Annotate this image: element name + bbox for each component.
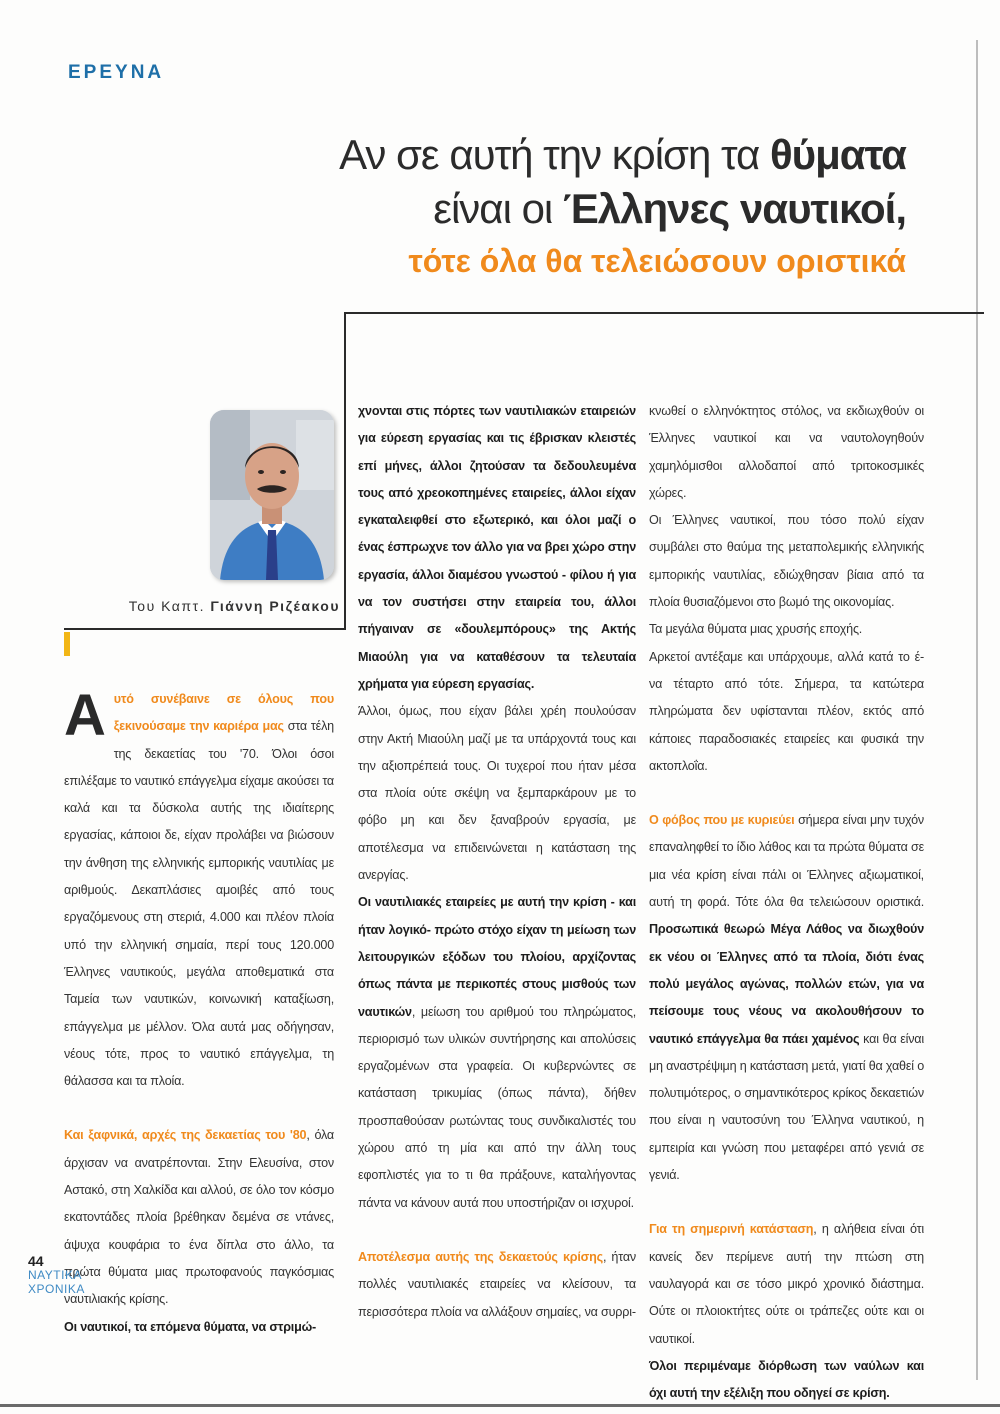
page-number: 44: [28, 1253, 44, 1269]
byline: [60, 598, 340, 614]
lead-phrase: Και ξαφνικά, αρχές της δεκαετίας του '80: [64, 1128, 307, 1143]
paragraph: [64, 683, 334, 1095]
lead-phrase: Ο φόβος που με κυριεύει: [649, 813, 795, 828]
headline: [206, 128, 906, 284]
paragraph-gap: [64, 1095, 334, 1122]
paragraph: Οι Έλληνες ναυτικοί, που τόσο πολύ είχαν συμβάλει στο θαύμα της μεταπολεμικής ελληνικής εμπορικής ναυτιλίας, εδιώχθησαν βίαια από τα πλοία θυσιαζόμενοι στο βωμό της οικονομίας.: [649, 513, 924, 610]
folio: [28, 1254, 85, 1296]
paragraph: [649, 1216, 924, 1352]
lead-phrase: Για τη σημερινή κατάσταση: [649, 1222, 814, 1237]
byline-prefix: Του Καπτ.: [128, 598, 205, 614]
paragraph-bold: Οι ναυτικοί, τα επόμενα θύματα, να στριμώ-: [64, 1319, 317, 1334]
magazine-name-line-1: ΝΑΥΤΙΚΑ: [28, 1268, 82, 1282]
paragraph: κνωθεί ο ελληνόκτητος στόλος, να εκδιωχθούν οι Έλληνες ναυτικοί και να ναυτολογηθούν χαμηλόμισθοι αλλοδαποί από τριτοκοσμικές χώρες.: [649, 404, 924, 500]
paragraph-bold: χνονται στις πόρτες των ναυτιλιακών εταιρειών για εύρεση εργασίας και τις έβρισκαν κλειστές επί μήνες, άλλοι ζητούσαν τα δεδουλευμένα τους από χρεοκοπημένες εταιρείες, άλλοι είχαν εγκαταλειφθεί στο εξωτερικό, και όλοι μαζί ο ένας έσπρωχνε τον άλλο για να βρει χώρο στην εργασία, άλλοι διαμέσου γνωστού - φίλου ή για να τον συστήσει στην εταιρεία του, άλλοι πήγαιναν σε «δουλεμπόρους» της Ακτής Μιαούλη για να καταθέσουν τα τελευταία χρήματα για εύρεση εργασίας.: [358, 404, 636, 691]
article-column-1: [64, 683, 334, 1341]
paragraph-bold-part: Οι ναυτιλιακές εταιρείες με αυτή την κρίση - και ήταν λογικό- πρώτο στόχο είχαν τη μείωση των λειτουργικών εξόδων του πλοίου, αρχίζοντας όπως πάντα με περικοπές στους μισθούς των ναυτικών: [358, 895, 636, 1019]
magazine-name-line-2: ΧΡΟΝΙΚΑ: [28, 1282, 85, 1296]
author-portrait-image: [210, 410, 334, 580]
paragraph-bold: Όλοι περιμέναμε διόρθωση των ναύλων και όχι αυτή την εξέλιξη που οδηγεί σε κρίση.: [649, 1358, 924, 1401]
headline-line-1-text: Αν σε αυτή την κρίση τα: [339, 131, 760, 178]
page-edge-right: [976, 40, 978, 1380]
headline-line-2: [206, 182, 906, 236]
lead-phrase: Αποτέλεσμα αυτής της δεκαετούς κρίσης: [358, 1249, 603, 1264]
paragraph: [358, 1244, 636, 1326]
article-column-2: [358, 398, 636, 1326]
paragraph-text: , ήταν πολλές ναυτιλιακές εταιρείες να κλείσουν, τα περισσότερα πλοία να αλλάξουν σημαίες, να συρρι-: [358, 1249, 636, 1319]
author-name: Γιάννη Ριζέακου: [210, 598, 340, 614]
paragraph-bold-part: Προσωπικά θεωρώ Μέγα Λάθος να διωχθούν εκ νέου οι Έλληνες από τα πλοία, διότι ένας πολύ μεγάλος αγώνας, πολλών ετών, για να πείσουμε τους νέους να ακολουθήσουν το ναυτικό επάγγελμα θα πάει χαμένος: [649, 922, 924, 1046]
headline-subtitle: τότε όλα θα τελειώσουν οριστικά: [408, 243, 906, 279]
paragraph-text: σήμερα είναι μην τυχόν επαναληφθεί το ίδιο λάθος και τα πρώτα θύματα σε μια νέα κρίση είναι πάλι οι Έλληνες αξιωματικοί, αυτή τη φορά. Τότε όλα θα τελειώσουν οριστικά.: [649, 813, 924, 910]
drop-cap: Α: [64, 683, 106, 748]
headline-line-1-bold: θύματα: [769, 131, 906, 178]
paragraph-text: , μείωση του αριθμού του πληρώματος, περιορισμό των υλικών συντήρησης και απολύσεις εργαζομένων στα γραφεία. Οι κυβερνώντες σε κατάσταση τρικυμίας (όπως πάντα), δήθεν προσπαθούσαν ρωτώντας τους συνδικαλιστές του χώρου από τη μία και από την άλλη τους εφοπλιστές για το τι θα πράξουνε, καταλήγοντας πάντα να κάνουν αυτά που υποστήριζαν οι ισχυροί.: [358, 1004, 636, 1210]
paragraph-text: , όλα άρχισαν να ανατρέπονται. Στην Ελευσίνα, στον Αστακό, στη Χαλκίδα και αλλού, σε όλο τον κόσμο εκατοντάδες πλοία βρέθηκαν δεμένα σε ντάνες, άψυχα κουφάρια το ένα δίπλα στο άλλο, τα πρώτα θύματα μιας πρωτοφανούς παγκόσμιας ναυτιλιακής κρίσης.: [64, 1128, 334, 1307]
headline-line-2-text: είναι οι: [433, 185, 553, 232]
paragraph: Τα μεγάλα θύματα μιας χρυσής εποχής.: [649, 622, 863, 637]
paragraph: Άλλοι, όμως, που είχαν βάλει χρέη πουλούσαν στην Ακτή Μιαούλη μαζί με τα υπάρχοντά τους και την αξιοπρέπειά τους. Οι τυχεροί που ήταν μέσα στα πλοία ούτε σκέψη να ξεμπαρκάρουν με το φόβο μη και δεν ξαναβρούν εργασία, με αποτέλεσμα να επιδεινώνεται η κατάσταση της ανεργίας.: [358, 704, 636, 883]
divider-vertical: [344, 312, 346, 630]
section-label: ΕΡΕΥΝΑ: [68, 62, 165, 83]
paragraph-text: , η αλήθεια είναι ότι κανείς δεν περίμενε αυτή την πτώση στη ναυλαγορά και σε τόσο μικρό χρονικό διάστημα. Ούτε οι πλοιοκτήτες ούτε οι τράπεζες ούτε και οι ναυτικοί.: [649, 1222, 924, 1346]
divider-byline: [64, 628, 346, 630]
paragraph: [358, 889, 636, 1217]
paragraph: [649, 807, 924, 1189]
accent-bar: [64, 632, 70, 656]
lead-phrase: υτό συνέβαινε σε όλους που ξεκινούσαμε την καριέρα μας: [113, 692, 334, 734]
paragraph-text: στα τέλη της δεκαετίας του '70. Όλοι όσοι επιλέξαμε το ναυτικό επάγγελμα είχαμε ακούσει τα καλά και τα δύσκολα αυτής της ιδιαίτερης εργασίας, κάποιοι δε, είχαν προλάβει να βιώσουν την άνθηση της ελληνικής εμπορικής ναυτιλίας με αριθμούς. Δεκαπλάσιες αμοιβές από τους εργαζόμενους στη στεριά, 4.000 και πλέον πλοία υπό την ελληνική σημαία, περί τους 120.000 Έλληνες ναυτικούς, μεγάλα αποθεματικά στα Ταμεία των ναυτικών, κοινωνική καταξίωση, επάγγελμα με μέλλον. Όλα αυτά μας οδήγησαν, νέους τότε, προς το ναυτικό επάγγελμα, τη θάλασσα και τα πλοία.: [64, 719, 334, 1089]
paragraph-text: και θα είναι μη αναστρέψιμη η κατάσταση μετά, γιατί θα χαθεί ο πολυτιμότερος, ο σημαντικότερος κρίκος δεκαετιών που είναι η ναυτοσύνη του Έλληνα ναυτικού, η εμπειρία και γνώση που μεταφέρει από γενιά σε γενιά.: [649, 1031, 924, 1183]
headline-line-2-bold: Έλληνες ναυτικοί,: [562, 185, 906, 232]
paragraph-gap: [649, 780, 924, 807]
paragraph-gap: [358, 1217, 636, 1244]
paragraph: Αρκετοί αντέξαμε και υπάρχουμε, αλλά κατά το έ- να τέταρτο από τότε. Σήμερα, τα κατώτερα πληρώματα δεν υφίστανται πλέον, εκτός από κάποιες παραδοσιακές εταιρείες και φυσικά την ακτοπλοΐα.: [649, 649, 924, 773]
paragraph: [64, 1122, 334, 1313]
author-photo: [210, 410, 334, 580]
paragraph-gap: [649, 1189, 924, 1216]
article-column-3: [649, 398, 924, 1407]
headline-line-1: [206, 128, 906, 182]
divider-horizontal: [344, 312, 984, 314]
